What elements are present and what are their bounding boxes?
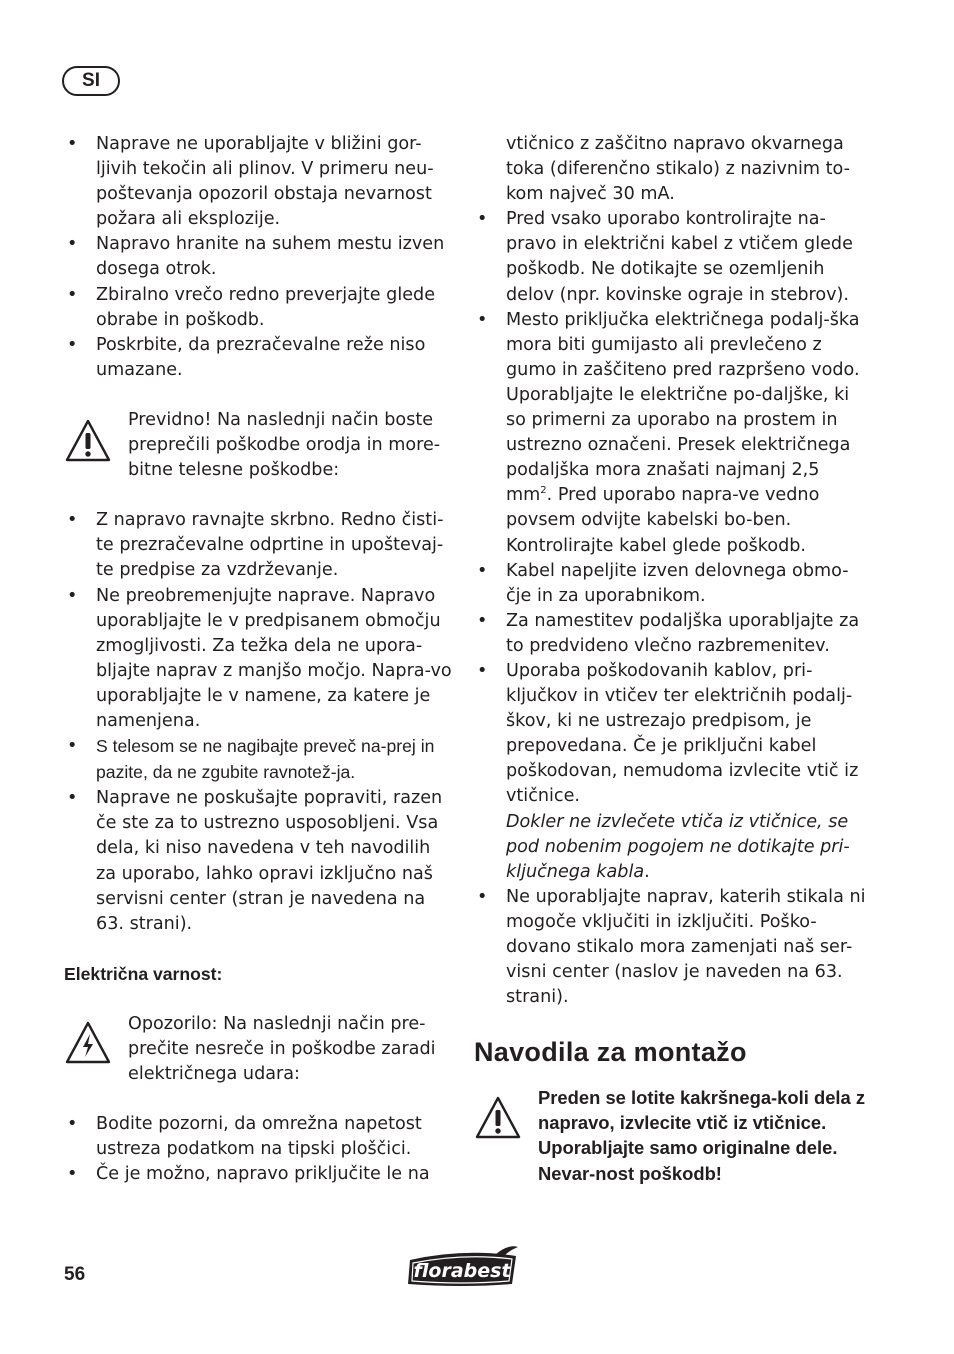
- page-number: 56: [64, 1264, 86, 1285]
- electrical-warning-notice: [64, 1012, 454, 1087]
- list-item: • Ne preobremenjujte naprave. Napravo uporabljajte le v predpisanem območju zmogljivosti. Za težka dela ne upora-bljajte naprav z manjšo močjo. Napra-vo uporabljajte le v namene, za katere je namenjena.: [67, 585, 452, 731]
- florabest-logo: [404, 1244, 520, 1288]
- list-item: • Z napravo ravnajte skrbno. Redno čisti-te prezračevalne odprtine in upoštevaj-te predpise za vzdrževanje.: [67, 510, 444, 581]
- assembly-warning-text: Preden se lotite kakršnega-koli dela z napravo, izvlecite vtič iz vtičnice. Uporabljajte samo originalne dele. Nevar-nost poškodb!: [538, 1087, 866, 1184]
- assembly-warning-notice: [474, 1085, 866, 1185]
- bullet-list-bottom: [64, 1112, 454, 1187]
- list-item: • Napravo hranite na suhem mestu izven dosega otrok.: [67, 234, 445, 280]
- caution-text: Previdno! Na naslednji način boste preprečili poškodbe orodja in more-bitne telesne poškodbe:: [128, 409, 441, 481]
- section-heading: Navodila za montažo: [474, 1037, 747, 1068]
- list-item: • Zbiralno vrečo redno preverjajte glede obrabe in poškodb.: [67, 284, 436, 330]
- left-column: [64, 132, 454, 1187]
- electrical-safety-heading: Električna varnost:: [64, 963, 223, 984]
- caution-notice: [64, 408, 454, 483]
- list-item: • Če je možno, napravo priključite le na: [67, 1164, 430, 1185]
- italic-note: Dokler ne izvlečete vtiča iz vtičnice, se pod nobenim pogojem ne dotikajte pri-ključnega kabla: [506, 811, 850, 882]
- list-item: • Pred vsako uporabo kontrolirajte na-pravo in električni kabel z vtičem glede poškodb. Ne dotikajte se ozemljenih delov (npr. kovinske ograje in stebrov).: [477, 209, 853, 305]
- bullet-list-right: [474, 207, 866, 1010]
- bullet-list-top: [64, 132, 454, 383]
- list-item: • Naprave ne uporabljajte v bližini gor-ljivih tekočin ali plinov. V primeru neu-poštevanja opozoril obstaja nevarnost požara ali eksplozije.: [67, 134, 434, 230]
- logo-text: florabest: [413, 1260, 511, 1282]
- list-item: • Kabel napeljite izven delovnega obmo-čje in za uporabnikom.: [477, 560, 849, 606]
- list-item: • Naprave ne poskušajte popraviti, razen če ste za to ustrezno usposobljeni. Vsa dela, ki niso navedena v teh navodilih za uporabo, lahko opravi izključno naš servisni center (stran je navedena na 63. strani).: [67, 788, 443, 934]
- electric-hazard-icon: [64, 1020, 112, 1066]
- language-badge: SI: [62, 66, 120, 96]
- electrical-warning-text: Opozorilo: Na naslednji način pre-prečite nesreče in poškodbe zaradi električnega udara:: [128, 1013, 436, 1085]
- list-item: • Bodite pozorni, da omrežna napetost ustreza podatkom na tipski ploščici.: [67, 1114, 422, 1160]
- superscript: 2: [540, 485, 547, 497]
- list-item: • Ne uporabljajte naprav, katerih stikala ni mogoče vključiti in izključiti. Poško-dovano stikalo mora zamenjati naš ser-visni center (naslov je naveden na 63. strani).: [477, 886, 866, 1008]
- list-item: • Za namestitev podaljška uporabljajte za to predvideno vlečno razbremenitev.: [477, 610, 860, 656]
- list-item: • Mesto priključka električnega podalj-ška mora biti gumijasto ali prevlečeno z gumo in zaščiteno pred razpršeno vodo. Uporabljajte le električne po-daljške, ki so primerni za uporabo na prostem in ustrezno označeni. Presek električnega podaljška mora znašati najmanj 2,5 $mm^2$. Pred uporabo napra-ve vedno povsem odvijte kabelski bo-ben. Kontrolirajte kabel glede poškodb.: [477, 309, 860, 556]
- warning-triangle-icon: [64, 418, 112, 464]
- continued-text: vtičnico z zaščitno napravo okvarnega toka (diferenčno stikalo) z nazivnim to-kom največ 30 mA.: [506, 134, 850, 205]
- bullet-list-middle: [64, 508, 454, 937]
- list-item: • Poskrbite, da prezračevalne reže niso umazane.: [67, 334, 426, 380]
- list-item: • S telesom se ne nagibajte preveč na-prej in pazite, da ne zgubite ravnotež-ja.: [67, 736, 435, 783]
- right-column: [474, 132, 866, 1186]
- warning-triangle-icon: [474, 1095, 522, 1141]
- list-item: • Uporaba poškodovanih kablov, pri-ključkov in vtičev ter električnih podalj-škov, ki ne ustrezajo predpisom, je prepovedana. Če je priključni kabel poškodovan, nemudoma izvlecite vtič iz vtičnice. Dokler ne izvlečete vtiča iz vtičnice, se pod nobenim pogojem ne dotikajte pri-ključnega kabla.: [477, 660, 859, 882]
